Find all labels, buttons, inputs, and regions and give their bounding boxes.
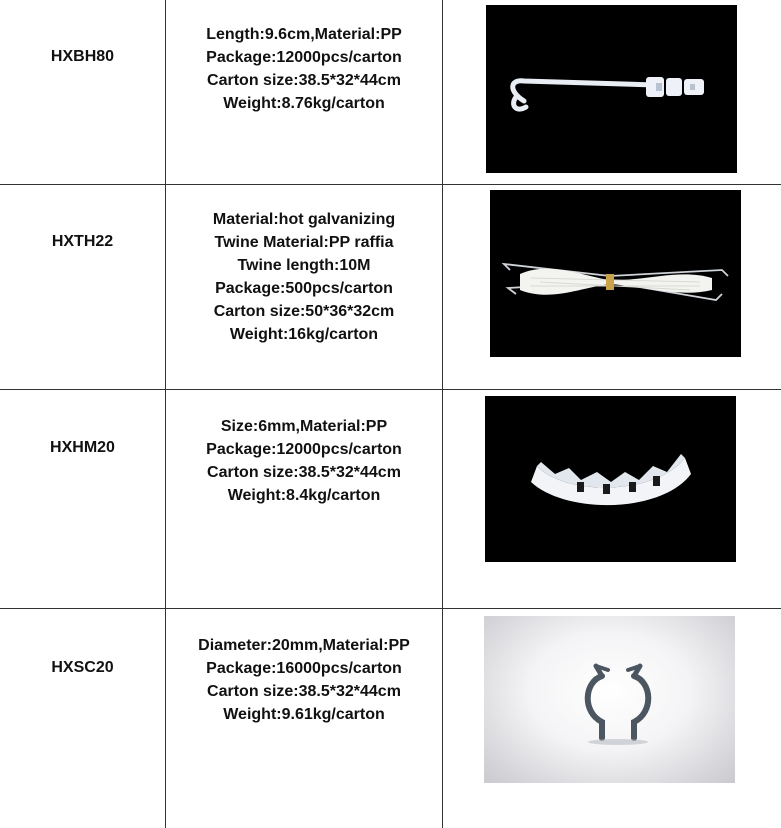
spec-list <box>166 415 442 507</box>
spec-cell <box>166 608 443 828</box>
spec-line: Weight:16kg/carton <box>229 325 379 343</box>
code-cell <box>0 389 166 608</box>
code-cell <box>0 608 166 828</box>
white-plastic-clip-chain-photo <box>485 396 736 562</box>
spec-line: Weight:8.76kg/carton <box>223 95 385 112</box>
spec-cell <box>166 184 443 389</box>
spec-line: Size:6mm,Material:PP <box>220 417 388 435</box>
spec-line: Twine length:10M <box>237 256 371 274</box>
table-row <box>0 0 781 184</box>
spec-line: Carton size:38.5*32*44cm <box>207 72 401 89</box>
spec-line: Twine Material:PP raffia <box>214 233 394 251</box>
code-cell <box>0 0 166 184</box>
white-plastic-hook-photo <box>486 5 737 173</box>
spec-cell <box>166 389 443 608</box>
table-row <box>0 389 781 608</box>
spec-list <box>166 208 442 346</box>
spec-list <box>166 634 442 726</box>
product-code: HXSC20 <box>51 658 114 676</box>
spec-line: Package:16000pcs/carton <box>206 659 402 677</box>
product-code: HXTH22 <box>51 232 114 250</box>
spec-line: Material:hot galvanizing <box>212 210 396 228</box>
table-row <box>0 608 781 828</box>
image-cell <box>443 608 781 828</box>
spec-line: Carton size:38.5*32*44cm <box>207 463 401 481</box>
spec-line: Weight:8.4kg/carton <box>227 486 381 504</box>
spec-line: Diameter:20mm,Material:PP <box>198 636 410 654</box>
spec-line: Weight:9.61kg/carton <box>223 705 385 723</box>
image-cell <box>443 0 781 184</box>
spec-line: Carton size:50*36*32cm <box>213 302 395 320</box>
image-cell <box>443 184 781 389</box>
wire-hooks-with-twine-photo <box>490 190 741 357</box>
spec-cell <box>166 0 443 184</box>
table-row <box>0 184 781 389</box>
spec-line: Package:500pcs/carton <box>215 279 393 297</box>
grey-plastic-support-clip-photo <box>484 616 735 783</box>
product-code: HXBH80 <box>50 48 115 65</box>
spec-list <box>166 23 442 115</box>
spec-line: Package:12000pcs/carton <box>206 49 402 66</box>
spec-line: Carton size:38.5*32*44cm <box>207 682 401 700</box>
spec-line: Package:12000pcs/carton <box>206 440 402 458</box>
code-cell <box>0 184 166 389</box>
product-code: HXHM20 <box>50 438 115 456</box>
spec-line: Length:9.6cm,Material:PP <box>206 26 402 43</box>
image-cell <box>443 389 781 608</box>
